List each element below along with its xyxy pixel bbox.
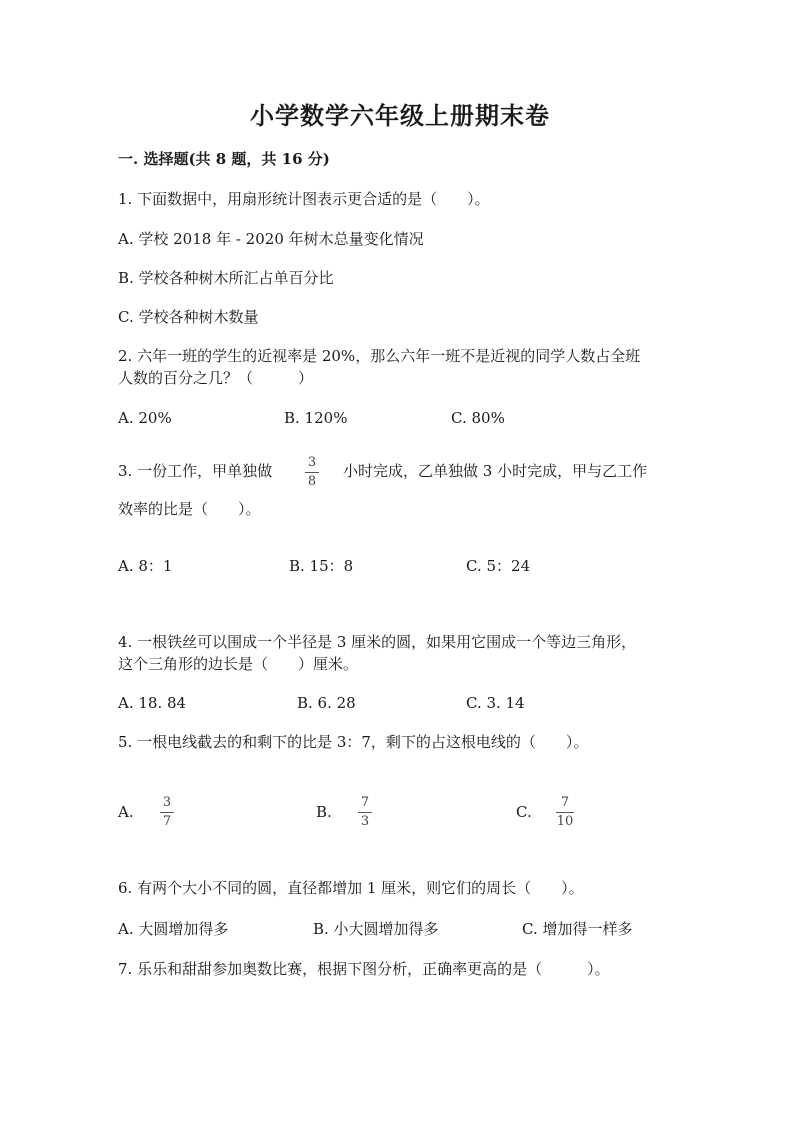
question-6-stem: 6. 有两个大小不同的圆，直径都增加 1 厘米，则它们的周长（ ）。 — [118, 879, 584, 897]
page-title: 小学数学六年级上册期末卷 — [250, 101, 550, 130]
fraction-numerator: 7 — [360, 795, 370, 810]
fraction-numerator: 7 — [560, 795, 570, 810]
question-1-option-b[interactable]: B. 学校各种树木所汇占单百分比 — [118, 269, 334, 287]
fraction-bar — [358, 812, 372, 813]
fraction-bar — [160, 812, 174, 813]
question-5-option-c-fraction[interactable] — [556, 796, 574, 829]
question-2-option-c[interactable]: C. 80% — [451, 409, 505, 427]
question-2-stem-line-1: 2. 六年一班的学生的近视率是 20%，那么六年一班不是近视的同学人数占全班 — [118, 347, 641, 365]
question-5-option-b-fraction[interactable] — [358, 796, 372, 829]
question-4-option-c[interactable]: C. 3. 14 — [466, 694, 525, 712]
question-3-stem-part-2: 小时完成，乙单独做 3 小时完成，甲与乙工作 — [343, 462, 648, 480]
question-5-option-c-label[interactable]: C. — [516, 803, 532, 821]
question-3-option-c[interactable]: C. 5：24 — [466, 557, 531, 575]
question-2-stem-line-2: 人数的百分之几？（ ） — [118, 369, 314, 387]
question-6-option-a[interactable]: A. 大圆增加得多 — [118, 920, 229, 938]
fraction-denominator: 3 — [360, 814, 370, 829]
question-2-option-b[interactable]: B. 120% — [284, 409, 348, 427]
question-1-option-c[interactable]: C. 学校各种树木数量 — [118, 308, 259, 326]
question-1-stem: 1. 下面数据中，用扇形统计图表示更合适的是（ ）。 — [118, 190, 490, 208]
question-4-option-a[interactable]: A. 18. 84 — [118, 694, 187, 712]
fraction-denominator: 10 — [556, 814, 574, 829]
question-4-stem-line-2: 这个三角形的边长是（ ）厘米。 — [118, 655, 359, 673]
section-heading: 一. 选择题(共 8 题，共 16 分) — [118, 150, 330, 168]
question-5-option-a-fraction[interactable] — [160, 796, 174, 829]
fraction-numerator: 3 — [162, 795, 172, 810]
question-2-option-a[interactable]: A. 20% — [118, 409, 172, 427]
question-3-option-a[interactable]: A. 8：1 — [118, 557, 173, 575]
fraction-denominator: 7 — [162, 814, 172, 829]
question-5-stem: 5. 一根电线截去的和剩下的比是 3：7，剩下的占这根电线的（ ）。 — [118, 733, 589, 751]
question-7-stem: 7. 乐乐和甜甜参加奥数比赛，根据下图分析，正确率更高的是（ ）。 — [118, 960, 610, 978]
question-5-option-a-label[interactable]: A. — [118, 803, 134, 821]
question-3-stem-part-1: 3. 一份工作，甲单独做 — [118, 462, 273, 480]
question-3-option-b[interactable]: B. 15：8 — [289, 557, 354, 575]
fraction-bar — [556, 812, 574, 813]
question-3-stem-line-2: 效率的比是（ ）。 — [118, 500, 261, 518]
fraction-bar — [305, 472, 319, 473]
question-4-stem-line-1: 4. 一根铁丝可以围成一个半径是 3 厘米的圆，如果用它围成一个等边三角形， — [118, 633, 637, 651]
question-1-option-a[interactable]: A. 学校 2018 年 - 2020 年树木总量变化情况 — [118, 230, 424, 248]
question-5-option-b-label[interactable]: B. — [316, 803, 332, 821]
fraction-numerator: 3 — [307, 455, 317, 470]
question-4-option-b[interactable]: B. 6. 28 — [297, 694, 356, 712]
question-3-fraction — [305, 456, 319, 489]
question-6-option-c[interactable]: C. 增加得一样多 — [522, 920, 633, 938]
question-6-option-b[interactable]: B. 小大圆增加得多 — [313, 920, 439, 938]
fraction-denominator: 8 — [307, 474, 317, 489]
